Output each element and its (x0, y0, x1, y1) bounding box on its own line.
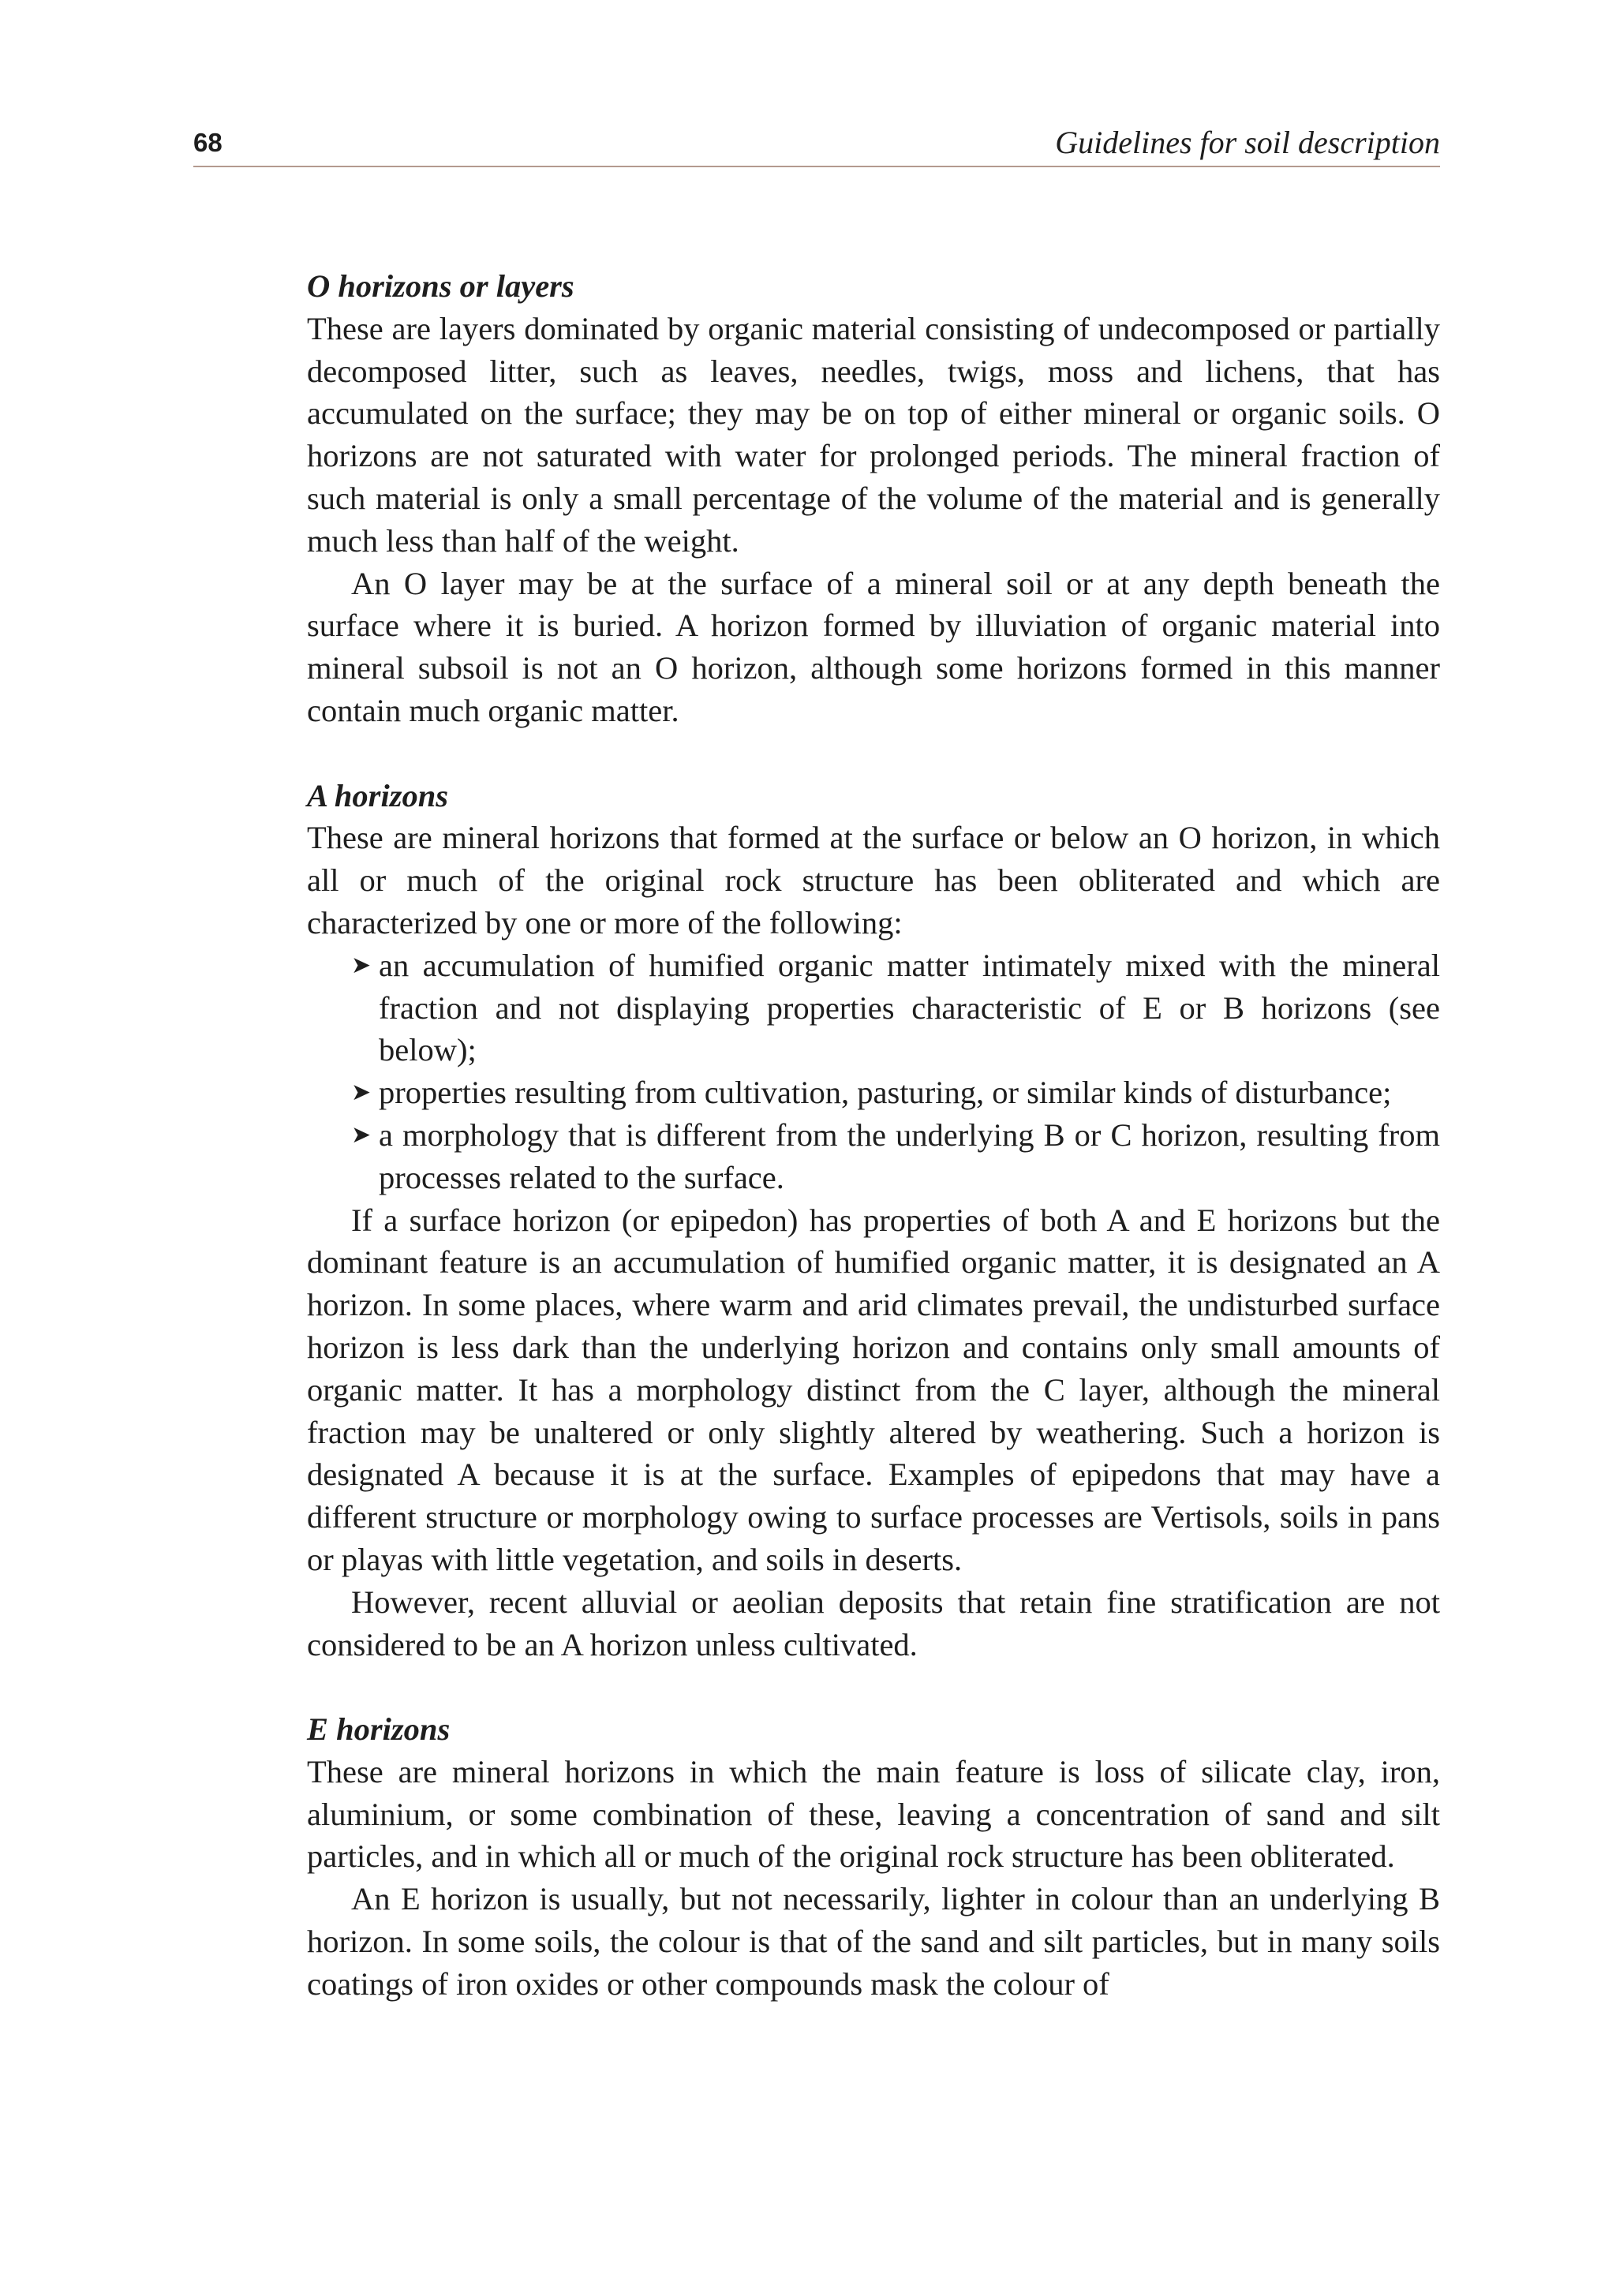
paragraph: These are layers dominated by organic material consisting of undecomposed or partially decomposed litter, such as leaves, needles, twigs, moss and lichens, that has accumulated on the surface; they may be on top of either mineral or organic soils. O horizons are not saturated with water for prolonged periods. The mineral fraction of such material is only a small percentage of the volume of the material and is generally much less than half of the weight. (307, 310, 1440, 559)
arrowhead-bullet-icon: ➤ (351, 1120, 372, 1149)
paragraph: However, recent alluvial or aeolian deposits that retain fine stratification are not considered to be an A horizon unless cultivated. (307, 1584, 1440, 1662)
bullet-item (351, 1071, 1440, 1114)
arrowhead-bullet-icon: ➤ (351, 1079, 372, 1107)
paragraph: An E horizon is usually, but not necessarily, lighter in colour than an underlying B horizon. In some soils, the colour is that of the sand and silt particles, but in many soils coatings of iron oxides or other compounds mask the colour of (307, 1881, 1440, 2002)
section-a-horizons (307, 775, 1440, 1666)
bullet-list (307, 944, 1440, 1199)
bullet-text: an accumulation of humified organic matter intimately mixed with the mineral fraction and not displaying properties characteristic of E or B horizons (see below); (379, 947, 1440, 1068)
paragraph: If a surface horizon (or epipedon) has properties of both A and E horizons but the dominant feature is an accumulation of humified organic matter, it is designated an A horizon. In some places, where warm and arid climates prevail, the undisturbed surface horizon is less dark than the underlying horizon and contains only small amounts of organic matter. It has a morphology distinct from the C layer, although the mineral fraction may be unaltered or only slightly altered by weathering. Such a horizon is designated A because it is at the surface. Examples of epipedons that may have a different structure or morphology owing to surface processes are Vertisols, soils in pans or playas with little vegetation, and soils in deserts. (307, 1202, 1440, 1577)
paragraph: These are mineral horizons in which the main feature is loss of silicate clay, iron, aluminium, or some combination of these, leaving a concentration of sand and silt particles, and in which all or much of the original rock structure has been obliterated. (307, 1753, 1440, 1875)
paragraph: An O layer may be at the surface of a mineral soil or at any depth beneath the surface where it is buried. A horizon formed by illuviation of organic material into mineral subsoil is not an O horizon, although some horizons formed in this manner contain much organic matter. (307, 565, 1440, 728)
page-body (307, 265, 1440, 2047)
bullet-item (351, 944, 1440, 1071)
paragraph: These are mineral horizons that formed at the surface or below an O horizon, in which all or much of the original rock structure has been obliterated and which are characterized by one or more of the following: (307, 820, 1440, 940)
bullet-text: properties resulting from cultivation, pasturing, or similar kinds of disturbance; (379, 1075, 1392, 1111)
page-number: 68 (193, 128, 223, 157)
section-heading: O horizons or layers (307, 268, 574, 304)
arrowhead-bullet-icon: ➤ (351, 951, 372, 979)
section-o-horizons (307, 265, 1440, 732)
bullet-text: a morphology that is different from the underlying B or C horizon, resulting from processes related to the surface. (379, 1116, 1440, 1195)
section-heading: A horizons (307, 777, 448, 813)
page-header (193, 120, 1440, 167)
bullet-item (351, 1114, 1440, 1199)
running-title: Guidelines for soil description (1055, 125, 1440, 160)
section-e-horizons (307, 1708, 1440, 2006)
section-heading: E horizons (307, 1711, 451, 1748)
